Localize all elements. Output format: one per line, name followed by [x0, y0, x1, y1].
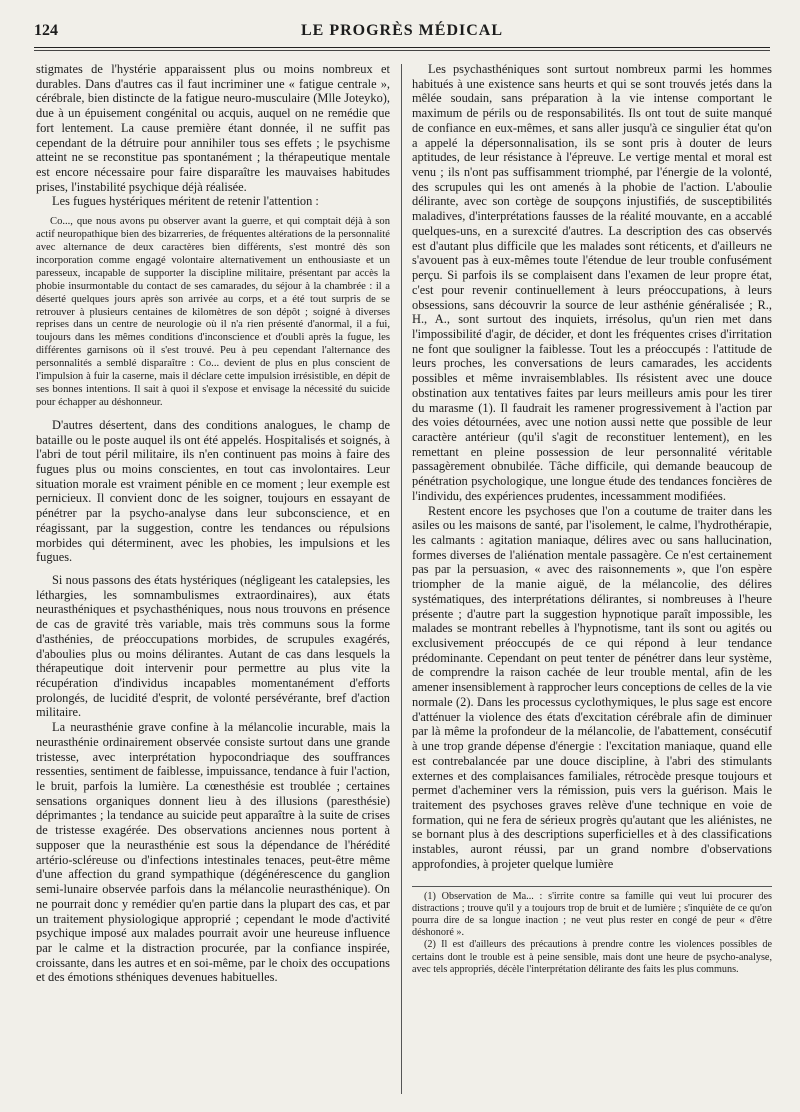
header-rule-thin [34, 50, 770, 51]
right-column [412, 62, 772, 976]
page-number: 124 [34, 22, 58, 39]
running-title: LE PROGRÈS MÉDICAL [300, 22, 504, 39]
case-quote: Co..., que nous avons pu observer avant la guerre, et qui comptait déjà à son actif neuropathique bien des bizarreries, de fréquentes altérations de la personnalité avec alternance de deux caractères bien différents, s'est montré dès son incorporation comme engagé volontaire alternativement un enthousiaste et un paresseux, incapable de supporter la discipline militaire, présentant par accès la phobie insurmontable du contact de ses camarades, du séjour à la chambrée : il a déserté quelques jours après son arrivée au corps, et a été tout surpris de se retrouver à plusieurs centaines de kilomètres de son dépôt ; soigné à diverses reprises dans un centre de neurologie où il n'a rien présenté d'anormal, il a fui, toujours dans les mêmes conditions d'inconscience et d'oubli après la fugue, les différentes garnisons où il s'est trouvé. Peu à peu cependant l'alternance des personnalités a semblé disparaître : Co... devient de plus en plus conscient de l'impulsion à fuir la caserne, mais il déclare cette impulsion irrésistible, en dépit de ses bonnes intentions. Il sait à quoi il s'expose et envisage la nécessité du suicide pour échapper au déshonneur. [36, 216, 390, 408]
left-column [36, 62, 390, 985]
paragraph: La neurasthénie grave confine à la mélancolie incurable, mais la neurasthénie ordinairement observée consiste surtout dans une grande tristesse, avec interprétation hypocondriaque des souffrances ressenties, sentiment de faiblesse, impuissance, tendance à fuir l'action, le bruit, parfois la lumière. La cœnesthésie est troublée ; certaines sensations organiques donnent lieu à des illusions (paresthésie) déprimantes ; la tendance au suicide peut apparaître à la suite de crises de tristesse exagérée. Des observations anciennes nous portent à supposer que la neurasthénie est sous la dépendance de l'hérédité artério-scléreuse ou d'infections intestinales tenaces, peut-être même d'une affection du grand sympathique (dégénérescence du ganglion semi-lunaire observée parfois dans la mélancolie neurasthénique). On ne pourrait donc y remédier qu'en partie dans la plupart des cas, et par un traitement physiologique approprié ; cependant le mode d'activité psychique imposé aux malades pourrait avoir une heureuse influence par le calme et la distraction procurée, par la confiance inspirée, croissante, dans les autres et en soi-même, par le choix des occupations et des émotions sthéniques devenues habituelles. [36, 720, 390, 985]
footnote: (2) Il est d'ailleurs des précautions à prendre contre les violences possibles de certains dont le trouble est à peine sensible, mais dont une heure de psycho-analyse, avec tels appropriés, décèle l'interprétation délirante des faits les plus communs. [412, 939, 772, 975]
footnotes [412, 886, 772, 976]
column-divider [401, 64, 402, 1094]
header-rule [34, 47, 770, 48]
paragraph: stigmates de l'hystérie apparaissent plus ou moins nombreux et durables. Dans d'autres cas il faut incriminer une « fatigue centrale », cérébrale, bien distincte de la fatigue neuro-musculaire (Mlle Joteyko), due à un épuisement congénital ou acquis, auquel on ne remédie que fort lentement. La cause première étant donnée, il ne suffit pas cependant de la détruire pour annihiler tous ses effets ; le psychisme atteint ne se reconstitue pas spontanément ; la thérapeutique mentale est encore nécessaire pour faire disparaître les mauvaises habitudes prises, l'instabilité psychique déjà réalisée. [36, 62, 390, 194]
paragraph: Restent encore les psychoses que l'on a coutume de traiter dans les asiles ou les maisons de santé, par l'isolement, le calme, l'hydrothérapie, les calmants : agitation maniaque, délires avec ou sans hallucination, formes diverses de l'aliénation mentale passagère. Ce n'est certainement pas par la persuasion, « avec des raisonnements », que l'on espère triompher de la manie aiguë, de la mélancolie, des délires systématiques, des interprétations délirantes, si nombreuses à l'heure présente ; d'autre part la suggestion hypnotique paraît impossible, les malades se montrant rebelles à l'hypnotisme, tant ils sont ou agités ou exclusivement préoccupés de ce qui répond à leur tendance prédominante. Cependant on peut tenter de pénétrer dans leur système, de comprendre la raison cachée de leur trouble mental, afin de les amener insensiblement à rapprocher leurs conceptions de celles de la vie normale (2). Dans les processus cyclothymiques, le plus sage est encore d'atténuer la violence des états d'excitation cérébrale afin de diminuer par là même la profondeur de la mélancolie, de l'abattement, consécutif à une trop grande dépense d'énergie : l'excitation maniaque, quand elle est contrebalancée par une douce discipline, à l'abri des stimulants externes et des complaisances familiales, rétrocède presque toujours et permet d'acheminer vers la rémission, puis vers la guérison. Mais le traitement des psychoses graves relève d'une technique en voie de formation, qui ne fera de sérieux progrès qu'autant que les aliénistes, ne se bornant plus à des descriptions superficielles et à des classifications instables, auront réussi, par un grand nombre d'observations approfondies, à projeter quelque lumière [412, 503, 772, 871]
footnote: (1) Observation de Ma... : s'irrite contre sa famille qui veut lui procurer des distractions ; trouve qu'il y a toujours trop de bruit et de lumière ; s'inquiète de ce qu'on pourra dire de sa longue inaction ; ne veut plus rester en congé de peur « d'être déshonoré ». [412, 890, 772, 939]
page-header [34, 20, 770, 46]
paragraph: Si nous passons des états hystériques (négligeant les catalepsies, les léthargies, les somnambulismes extraordinaires), aux états neurasthéniques et psychasthéniques, nous nous trouvons en présence de cas de gravité très variable, mais très communs sous la forme d'asthénies, de préoccupations morbides, de scrupules exagérés, d'aboulies plus ou moins délirantes. Autant de cas dans lesquels la thérapeutique doit intervenir pour permettre au plus vite la récupération d'individus incapables momentanément d'efforts prolongés, de lucidité d'esprit, de volonté persévérante, bref d'action militaire. [36, 572, 390, 720]
paragraph: D'autres désertent, dans des conditions analogues, le champ de bataille ou le poste auquel ils ont été appelés. Hospitalisés et soignés, à l'abri de tout péril militaire, ils n'en continuent pas moins à faire des fugues plus ou moins conscientes, en tout cas involontaires. Leur situation morale est vraiment pénible en ce moment ; leur exemple est pernicieux. Il convient donc de les soigner, toujours en essayant de pénétrer par la psycho-analyse dans leur subconscience, et en réagissant, par la suggestion, contre les tendances ou répulsions morbides qui déterminent, avec les phobies, les impulsions et les fugues. [36, 417, 390, 565]
paragraph: Les fugues hystériques méritent de retenir l'attention : [52, 194, 319, 209]
paragraph: Les psychasthéniques sont surtout nombreux parmi les hommes habitués à une existence sans heurts et qui se sont trouvés jetés dans la mêlée soudain, sans préparation à la vie intense comportant le maximum de périls ou de responsabilités. Ils ont tout de suite manqué de confiance en eux-mêmes, et sans aller jusqu'à ce singulier état qu'on a appelé la dépersonnalisation, ils se sont pris à douter de leurs aptitudes, de leur résistance à l'épreuve. Le vertige mental et moral est venu ; ils n'ont pas suffisamment triomphé, par l'énergie de la volonté, des scrupules qui les ont amenés à la phobie de l'action. L'aboulie délirante, avec son cortège de soupçons injustifiés, de susceptibilités maladives, d'interprétations fausses de la réalité mouvante, en a accablé quelques-uns, en a surexcité d'autres. La description des cas observés est d'autant plus difficile que les malades sont réticents, et d'ailleurs ne s'avouent pas à eux-mêmes toute l'étendue de leur trouble confusément perçu. Si parfois ils se complaisent dans l'examen de leur propre état, c'est pour revenir continuellement à leurs préoccupations, à leurs obsessions, sans découvrir la source de leur asthénie généralisée ; R., H., A., sont surtout des inquiets, irrésolus, qu'un rien met dans l'impossibilité d'agir, de décider, et dont les fréquentes crises d'irritation ne font que souligner la faiblesse. Tout les a préoccupés : l'attitude de leurs proches, les conversations de leurs camarades, les accidents possibles et même invraisemblables. Ils résistent avec une douce obstination aux tentatives faites par leurs meilleurs amis pour les tirer du marasme (1). Il faudrait les ramener progressivement à l'action par des voies détournées, avec une notion aussi nette que possible de leur caractère antérieur (qu'il s'agit de reconstituer lentement), en les remettant en pleine possession de leur personnalité véritable passagèrement obnubilée. Tâche difficile, qui demande beaucoup de pénétration psychologique, une longue étude des tendances foncières de l'individu, des expériences prudentes, incessamment modifiées. [412, 62, 772, 503]
